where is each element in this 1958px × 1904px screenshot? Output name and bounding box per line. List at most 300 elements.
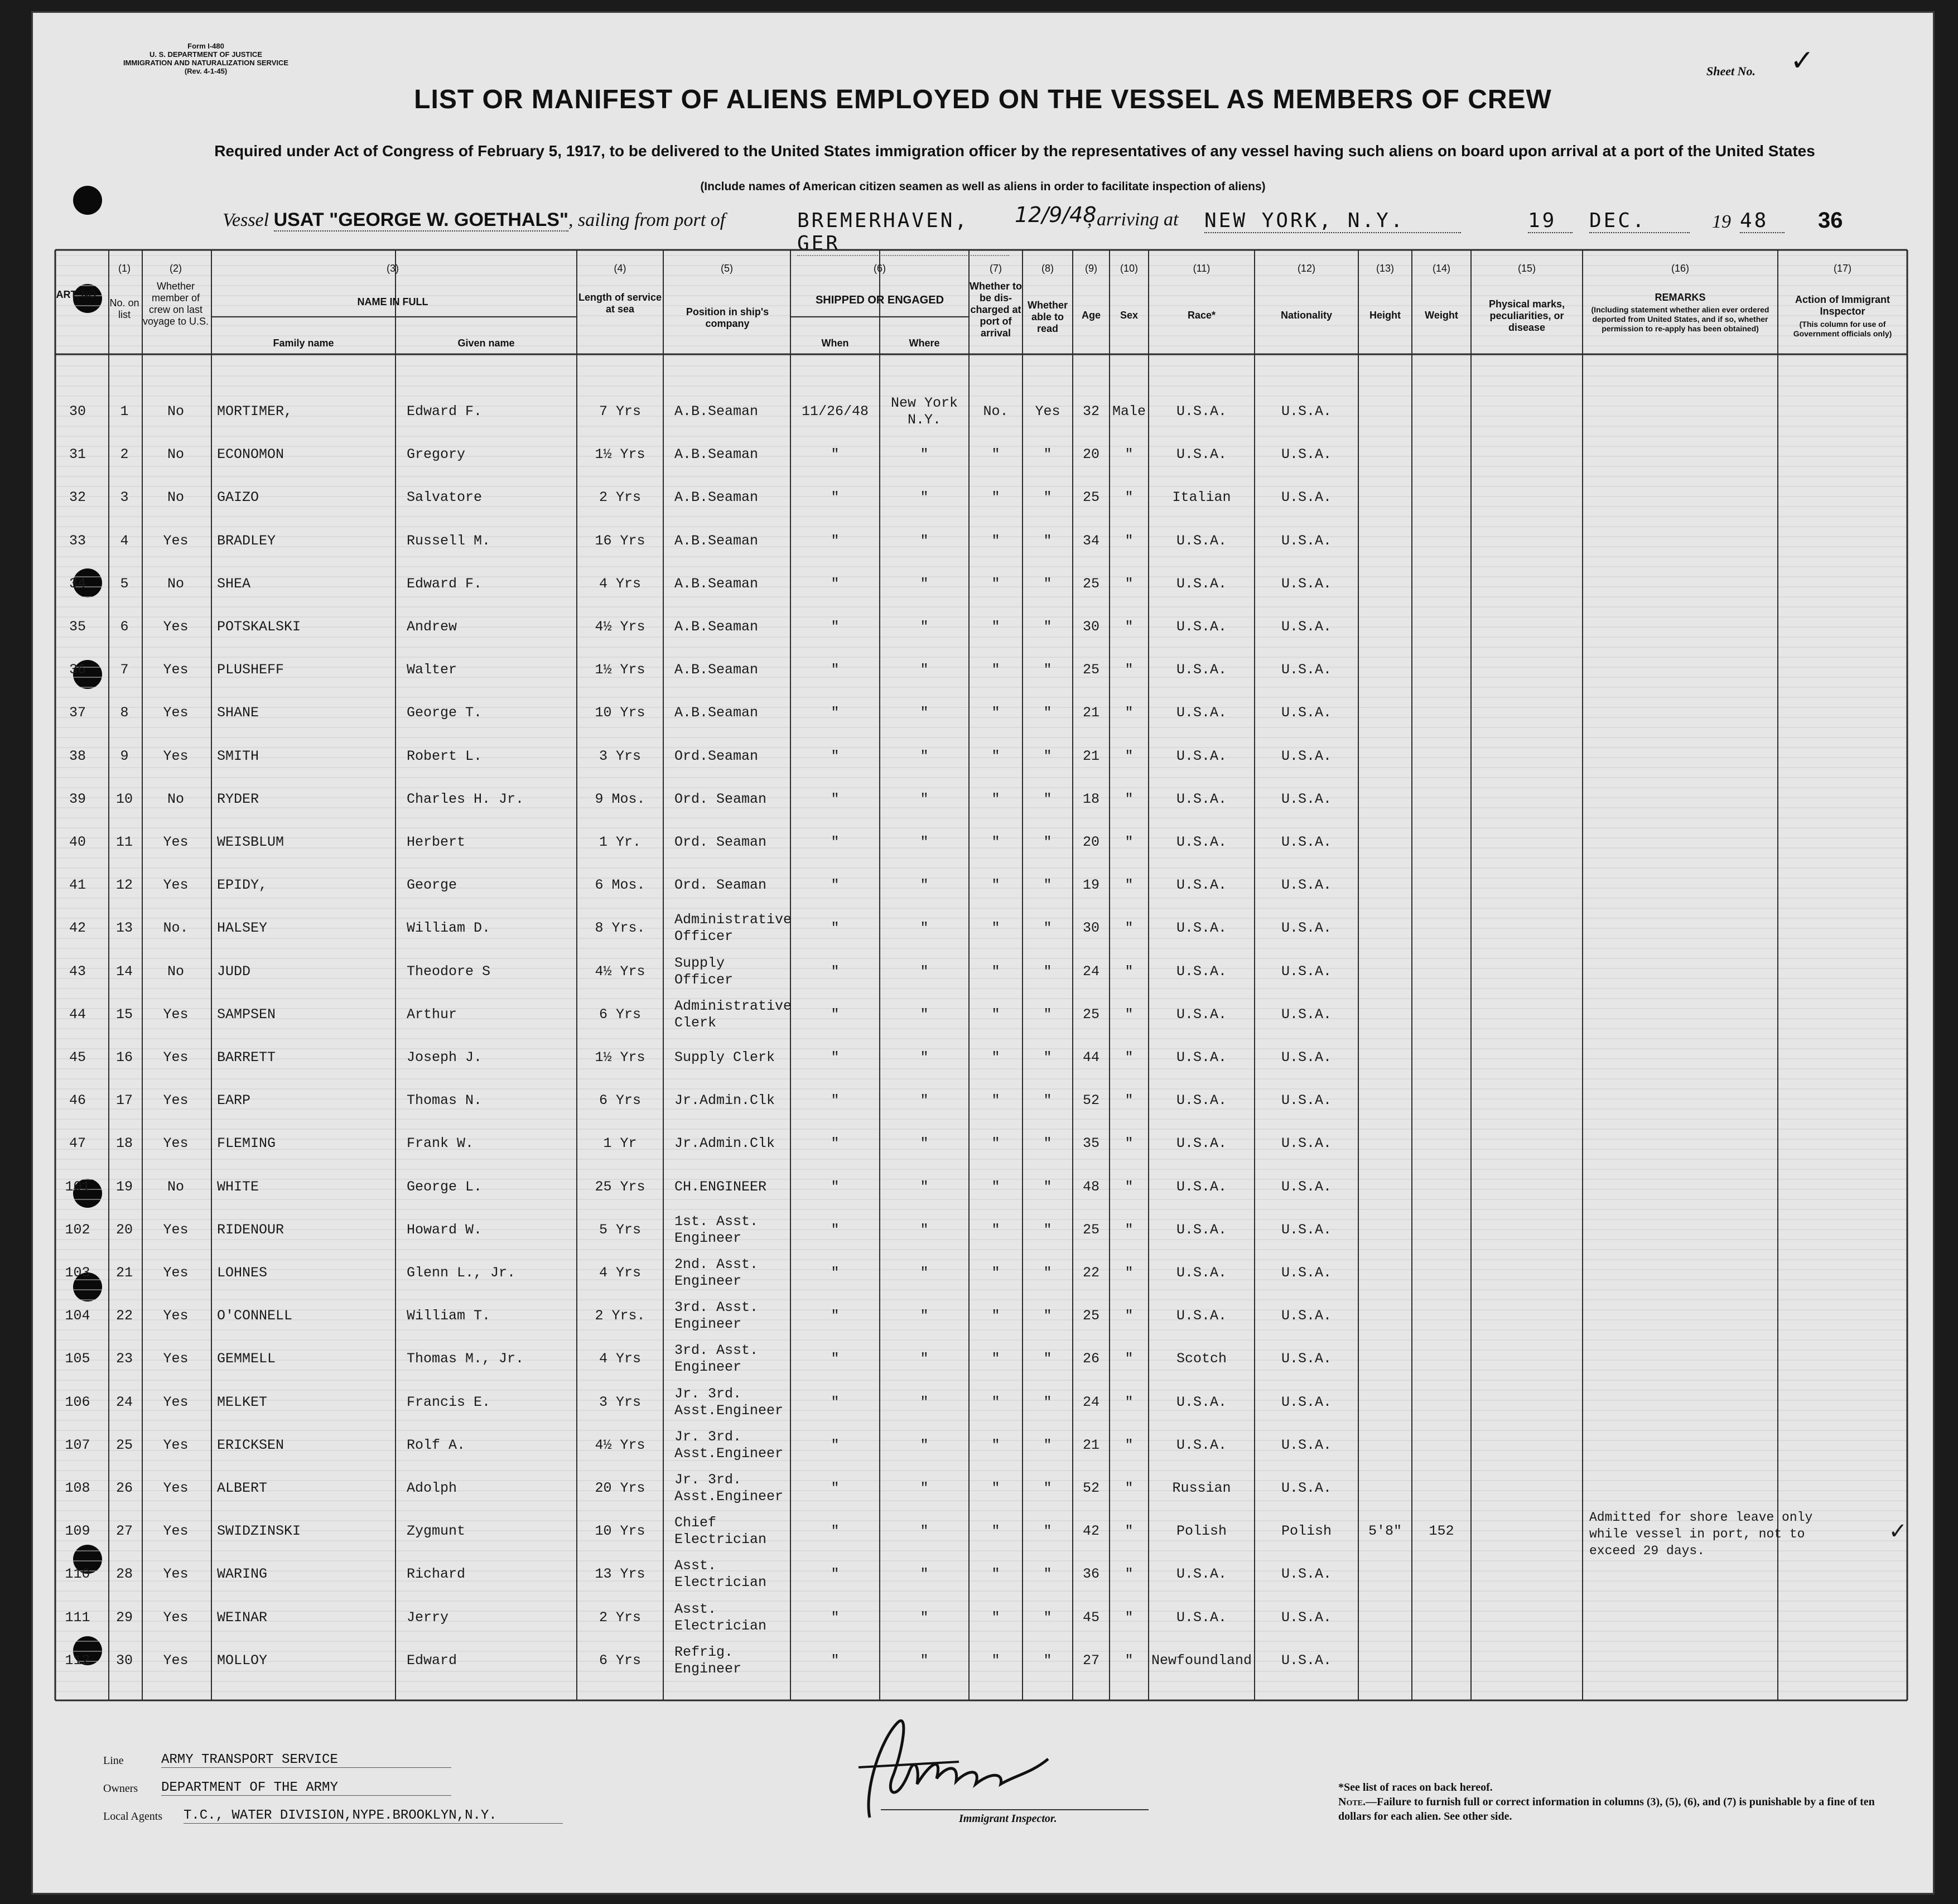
cell-race: U.S.A. (1176, 1609, 1227, 1626)
cell-length-of-service: 25 Yrs (595, 1178, 645, 1195)
note-text: —Failure to furnish full or correct information in columns (3), (5), (6), and (7) is punishable by a fine of ten dollars for each alien. See other side. (1338, 1796, 1875, 1823)
cell-family-name: MELKET (217, 1394, 268, 1410)
cell-art-number: 103 (65, 1265, 90, 1281)
cell-able-to-read: Yes (1035, 403, 1060, 420)
cell-age: 45 (1082, 1609, 1099, 1626)
cell-given-name: Herbert (407, 834, 466, 850)
header-col16: REMARKS (1655, 292, 1706, 303)
cell-family-name: MORTIMER, (217, 403, 293, 420)
cell-able-to-read: " (1043, 1523, 1052, 1540)
cell-length-of-service: 2 Yrs (599, 489, 641, 506)
cell-length-of-service: 6 Mos. (595, 877, 645, 894)
cell-sex: " (1125, 705, 1134, 721)
cell-given-name: Glenn L., Jr. (407, 1265, 516, 1281)
cell-shipped-when: " (831, 748, 840, 764)
cell-list-number: 22 (115, 1308, 133, 1324)
header-col12: Nationality (1280, 310, 1332, 321)
cell-length-of-service: 13 Yrs (595, 1566, 645, 1583)
cell-given-name: William T. (407, 1308, 491, 1324)
cell-art-number: 38 (69, 748, 86, 764)
cell-previous-voyage: Yes (163, 1265, 189, 1281)
cell-given-name: Theodore S (407, 963, 491, 980)
cell-length-of-service: 10 Yrs (595, 705, 645, 721)
cell-family-name: ECONOMON (217, 446, 284, 463)
header-col13-num: (13) (1376, 263, 1394, 274)
cell-shipped-when: " (831, 1221, 840, 1238)
cell-shipped-where: " (920, 1178, 929, 1195)
cell-family-name: O'CONNELL (217, 1308, 293, 1324)
cell-shipped-when: " (831, 1523, 840, 1540)
cell-position: Administrative Clerk (674, 997, 792, 1031)
cell-discharged: " (991, 748, 1000, 764)
cell-position: A.B.Seaman (674, 619, 759, 635)
header-col16-num: (16) (1671, 263, 1689, 274)
cell-art-number: 43 (69, 963, 86, 980)
cell-list-number: 20 (115, 1221, 133, 1238)
cell-able-to-read: " (1043, 1221, 1052, 1238)
cell-position: Supply Officer (674, 955, 734, 988)
inspector-label: Immigrant Inspector. (959, 1813, 1057, 1825)
header-col10-num: (10) (1120, 263, 1138, 274)
cell-art-number: 107 (65, 1437, 90, 1453)
cell-list-number: 24 (115, 1394, 133, 1410)
cell-nationality: U.S.A. (1281, 1394, 1332, 1410)
cell-nationality: U.S.A. (1281, 1609, 1332, 1626)
cell-shipped-when: " (831, 1092, 840, 1109)
header-col15: Physical marks, peculiarities, or disease (1488, 298, 1565, 333)
cell-shipped-when: " (831, 489, 840, 506)
cell-shipped-when: " (831, 1351, 840, 1367)
cell-length-of-service: 8 Yrs. (595, 920, 645, 937)
cell-age: 52 (1082, 1480, 1099, 1496)
cell-able-to-read: " (1043, 1480, 1052, 1496)
cell-given-name: Adolph (407, 1480, 457, 1496)
cell-position: 1st. Asst. Engineer (674, 1213, 759, 1246)
cell-shipped-when: " (831, 1437, 840, 1453)
cell-previous-voyage: Yes (163, 1480, 189, 1496)
cell-shipped-where: " (920, 1609, 929, 1626)
cell-shipped-when: " (831, 1178, 840, 1195)
cell-given-name: William D. (407, 920, 491, 937)
cell-given-name: Salvatore (407, 489, 483, 506)
cell-list-number: 14 (115, 963, 133, 980)
cell-nationality: U.S.A. (1281, 662, 1332, 678)
cell-art-number: 39 (69, 790, 86, 807)
cell-position: Ord. Seaman (674, 834, 767, 850)
cell-position: Jr. 3rd. Asst.Engineer (674, 1428, 784, 1462)
cell-shipped-where: " (920, 575, 929, 592)
cell-art-number: 31 (69, 446, 86, 463)
header-col15-num: (15) (1517, 263, 1536, 274)
cell-able-to-read: " (1043, 532, 1052, 549)
cell-discharged: " (991, 705, 1000, 721)
page-number: 36 (1818, 208, 1843, 233)
cell-able-to-read: " (1043, 963, 1052, 980)
cell-able-to-read: " (1043, 1092, 1052, 1109)
cell-shipped-where: " (920, 1265, 929, 1281)
cell-age: 34 (1082, 532, 1099, 549)
cell-able-to-read: " (1043, 1049, 1052, 1066)
cell-sex: " (1125, 1523, 1134, 1540)
cell-race: U.S.A. (1176, 790, 1227, 807)
header-col7-num: (7) (990, 263, 1002, 274)
cell-sex: " (1125, 877, 1134, 894)
sailing-label: , sailing from port of (568, 210, 726, 230)
cell-able-to-read: " (1043, 1351, 1052, 1367)
cell-art-number: 108 (65, 1480, 90, 1496)
cell-given-name: George T. (407, 705, 483, 721)
cell-age: 36 (1082, 1566, 1099, 1583)
cell-discharged: " (991, 1265, 1000, 1281)
cell-sex: " (1125, 1049, 1134, 1066)
cell-nationality: U.S.A. (1281, 575, 1332, 592)
cell-length-of-service: 1½ Yrs (595, 1049, 645, 1066)
cell-shipped-where: " (920, 662, 929, 678)
cell-length-of-service: 6 Yrs (599, 1092, 641, 1109)
inspector-signature (847, 1706, 1082, 1829)
service: IMMIGRATION AND NATURALIZATION SERVICE (123, 59, 289, 67)
cell-list-number: 7 (120, 662, 129, 678)
line-value: ARMY TRANSPORT SERVICE (161, 1752, 451, 1768)
cell-race: U.S.A. (1176, 1049, 1227, 1066)
cell-discharged: " (991, 834, 1000, 850)
cell-given-name: Arthur (407, 1006, 457, 1023)
cell-shipped-where: " (920, 1394, 929, 1410)
cell-previous-voyage: Yes (163, 1135, 189, 1152)
header-col3-num: (3) (387, 263, 399, 274)
cell-list-number: 1 (120, 403, 129, 420)
cell-given-name: Edward F. (407, 575, 483, 592)
cell-race: U.S.A. (1176, 748, 1227, 764)
cell-previous-voyage: Yes (163, 1609, 189, 1626)
cell-shipped-where: " (920, 1351, 929, 1367)
cell-previous-voyage: Yes (163, 834, 189, 850)
subtitle-note: (Include names of American citizen seamen as well as aliens in order to facilitate inspection of aliens) (700, 180, 1266, 193)
cell-able-to-read: " (1043, 1265, 1052, 1281)
cell-given-name: Edward (407, 1652, 457, 1669)
cell-shipped-where: New York N.Y. (890, 395, 958, 428)
cell-nationality: U.S.A. (1281, 1566, 1332, 1583)
cell-shipped-when: " (831, 1652, 840, 1669)
cell-length-of-service: 3 Yrs (599, 1394, 641, 1410)
cell-discharged: " (991, 1351, 1000, 1367)
cell-family-name: JUDD (217, 963, 251, 980)
cell-inspector-action: ✓ (1888, 1519, 1907, 1545)
cell-discharged: " (991, 1092, 1000, 1109)
cell-shipped-where: " (920, 1049, 929, 1066)
cell-art-number: 40 (69, 834, 86, 850)
cell-position: A.B.Seaman (674, 662, 759, 678)
cell-nationality: U.S.A. (1281, 963, 1332, 980)
cell-nationality: U.S.A. (1281, 705, 1332, 721)
cell-discharged: " (991, 963, 1000, 980)
cell-position: Jr. 3rd. Asst.Engineer (674, 1385, 784, 1419)
cell-nationality: U.S.A. (1281, 1652, 1332, 1669)
cell-race: Russian (1172, 1480, 1231, 1496)
header-col10: Sex (1120, 310, 1139, 321)
sheet-check-mark: ✓ (1790, 44, 1815, 78)
cell-discharged: " (991, 790, 1000, 807)
cell-able-to-read: " (1043, 920, 1052, 937)
cell-previous-voyage: Yes (163, 619, 189, 635)
cell-position: CH.ENGINEER (674, 1178, 767, 1195)
header-given-name: Given name (457, 338, 515, 349)
cell-given-name: George (407, 877, 457, 894)
cell-able-to-read: " (1043, 705, 1052, 721)
header-col8-num: (8) (1041, 263, 1054, 274)
cell-shipped-where: " (920, 877, 929, 894)
cell-nationality: U.S.A. (1281, 1049, 1332, 1066)
cell-list-number: 26 (115, 1480, 133, 1496)
header-where: Where (909, 338, 940, 349)
cell-shipped-where: " (920, 1566, 929, 1583)
cell-position: Ord. Seaman (674, 790, 767, 807)
cell-age: 21 (1082, 705, 1099, 721)
owners-value: DEPARTMENT OF THE ARMY (161, 1780, 451, 1796)
cell-previous-voyage: No. (163, 920, 189, 937)
cell-shipped-when: " (831, 705, 840, 721)
cell-list-number: 3 (120, 489, 129, 506)
header-col17: Action of Immigrant Inspector (1795, 294, 1890, 317)
cell-race: U.S.A. (1176, 920, 1227, 937)
cell-sex: " (1125, 1265, 1134, 1281)
cell-family-name: EPIDY, (217, 877, 268, 894)
header-col14-num: (14) (1432, 263, 1450, 274)
cell-art-number: 106 (65, 1394, 90, 1410)
cell-shipped-when: " (831, 1609, 840, 1626)
cell-discharged: " (991, 1609, 1000, 1626)
cell-nationality: U.S.A. (1281, 1480, 1332, 1496)
cell-previous-voyage: Yes (163, 1394, 189, 1410)
cell-family-name: ALBERT (217, 1480, 268, 1496)
cell-nationality: U.S.A. (1281, 403, 1332, 420)
cell-age: 25 (1082, 575, 1099, 592)
cell-art-number: 35 (69, 619, 86, 635)
cell-shipped-when: " (831, 1049, 840, 1066)
cell-family-name: GEMMELL (217, 1351, 276, 1367)
cell-age: 24 (1082, 963, 1099, 980)
cell-position: 3rd. Asst. Engineer (674, 1299, 759, 1333)
cell-discharged: " (991, 920, 1000, 937)
cell-shipped-when: 11/26/48 (801, 403, 869, 420)
local-agents-value: T.C., WATER DIVISION,NYPE.BROOKLYN,N.Y. (184, 1808, 563, 1824)
cell-given-name: Joseph J. (407, 1049, 483, 1066)
cell-race: U.S.A. (1176, 532, 1227, 549)
cell-list-number: 23 (115, 1351, 133, 1367)
cell-position: Supply Clerk (674, 1049, 775, 1066)
cell-previous-voyage: Yes (163, 877, 189, 894)
cell-able-to-read: " (1043, 489, 1052, 506)
cell-family-name: RYDER (217, 790, 259, 807)
cell-shipped-when: " (831, 1566, 840, 1583)
cell-art-number: 109 (65, 1523, 90, 1540)
cell-position: Ord.Seaman (674, 748, 759, 764)
cell-art-number: 34 (69, 575, 86, 592)
cell-discharged: " (991, 1437, 1000, 1453)
cell-list-number: 5 (120, 575, 129, 592)
cell-discharged: " (991, 1308, 1000, 1324)
cell-shipped-when: " (831, 1308, 840, 1324)
cell-sex: " (1125, 1394, 1134, 1410)
cell-nationality: U.S.A. (1281, 1092, 1332, 1109)
header-col7: Whether to be dis-charged at port of arrival (970, 281, 1022, 339)
cell-shipped-where: " (920, 1523, 929, 1540)
cell-length-of-service: 20 Yrs (595, 1480, 645, 1496)
cell-list-number: 17 (115, 1092, 133, 1109)
cell-shipped-where: " (920, 1308, 929, 1324)
cell-position: Asst. Electrician (674, 1558, 767, 1591)
sheet-number-label: Sheet No. (1706, 64, 1756, 78)
cell-sex: " (1125, 1566, 1134, 1583)
cell-shipped-when: " (831, 920, 840, 937)
cell-art-number: 105 (65, 1351, 90, 1367)
cell-race: U.S.A. (1176, 1006, 1227, 1023)
cell-previous-voyage: Yes (163, 532, 189, 549)
cell-art-number: 112 (65, 1652, 90, 1669)
cell-age: 25 (1082, 1308, 1099, 1324)
races-note: *See list of races on back hereof. (1338, 1781, 1493, 1794)
cell-nationality: U.S.A. (1281, 1006, 1332, 1023)
cell-art-number: 45 (69, 1049, 86, 1066)
cell-remarks: Admitted for shore leave only while vessel in port, not to exceed 29 days. (1589, 1510, 1813, 1559)
cell-previous-voyage: Yes (163, 1652, 189, 1669)
cell-able-to-read: " (1043, 1609, 1052, 1626)
cell-list-number: 10 (115, 790, 133, 807)
cell-given-name: Gregory (407, 446, 466, 463)
cell-race: U.S.A. (1176, 834, 1227, 850)
cell-art-number: 36 (69, 662, 86, 678)
owners-label: Owners (103, 1782, 138, 1795)
cell-race: U.S.A. (1176, 1178, 1227, 1195)
cell-sex: " (1125, 1308, 1134, 1324)
cell-position: Administrative Officer (674, 912, 792, 945)
cell-family-name: SHANE (217, 705, 259, 721)
header-col2-num: (2) (170, 263, 182, 274)
cell-shipped-where: " (920, 748, 929, 764)
cell-list-number: 29 (115, 1609, 133, 1626)
cell-previous-voyage: No (167, 790, 184, 807)
cell-discharged: " (991, 1135, 1000, 1152)
cell-nationality: U.S.A. (1281, 1135, 1332, 1152)
cell-length-of-service: 16 Yrs (595, 532, 645, 549)
cell-length-of-service: 9 Mos. (595, 790, 645, 807)
cell-art-number: 44 (69, 1006, 86, 1023)
cell-previous-voyage: Yes (163, 1221, 189, 1238)
cell-list-number: 9 (120, 748, 129, 764)
cell-age: 19 (1082, 877, 1099, 894)
cell-shipped-when: " (831, 532, 840, 549)
arrival-day: 19 (1528, 209, 1573, 233)
arrival-year: 48 (1740, 209, 1785, 233)
header-col4: Length of service at sea (578, 292, 662, 315)
cell-shipped-when: " (831, 619, 840, 635)
cell-position: Refrig. Engineer (674, 1643, 742, 1677)
cell-age: 25 (1082, 489, 1099, 506)
cell-length-of-service: 6 Yrs (599, 1006, 641, 1023)
cell-position: A.B.Seaman (674, 403, 759, 420)
cell-sex: " (1125, 575, 1134, 592)
cell-list-number: 4 (120, 532, 129, 549)
cell-sex: " (1125, 1609, 1134, 1626)
cell-list-number: 8 (120, 705, 129, 721)
cell-age: 42 (1082, 1523, 1099, 1540)
cell-given-name: Francis E. (407, 1394, 491, 1410)
cell-position: Jr.Admin.Clk (674, 1092, 775, 1109)
cell-position: A.B.Seaman (674, 575, 759, 592)
cell-family-name: WARING (217, 1566, 268, 1583)
cell-sex: " (1125, 1135, 1134, 1152)
cell-sex: " (1125, 446, 1134, 463)
cell-age: 20 (1082, 834, 1099, 850)
cell-discharged: " (991, 619, 1000, 635)
cell-given-name: Jerry (407, 1609, 449, 1626)
form-id: Form I-480 (187, 42, 224, 50)
cell-given-name: Edward F. (407, 403, 483, 420)
cell-length-of-service: 1 Yr. (599, 834, 641, 850)
cell-nationality: U.S.A. (1281, 1178, 1332, 1195)
header-col9-num: (9) (1085, 263, 1097, 274)
inspector-signature-line (881, 1809, 1149, 1810)
cell-shipped-where: " (920, 705, 929, 721)
cell-nationality: U.S.A. (1281, 1265, 1332, 1281)
cell-length-of-service: 1½ Yrs (595, 446, 645, 463)
cell-able-to-read: " (1043, 1308, 1052, 1324)
cell-given-name: Walter (407, 662, 457, 678)
cell-age: 25 (1082, 1006, 1099, 1023)
cell-position: A.B.Seaman (674, 532, 759, 549)
cell-sex: " (1125, 920, 1134, 937)
cell-discharged: " (991, 1006, 1000, 1023)
cell-family-name: WHITE (217, 1178, 259, 1195)
cell-art-number: 46 (69, 1092, 86, 1109)
cell-sex: " (1125, 963, 1134, 980)
cell-able-to-read: " (1043, 446, 1052, 463)
cell-family-name: POTSKALSKI (217, 619, 301, 635)
cell-sex: " (1125, 748, 1134, 764)
cell-race: U.S.A. (1176, 1394, 1227, 1410)
cell-length-of-service: 6 Yrs (599, 1652, 641, 1669)
cell-discharged: " (991, 1221, 1000, 1238)
cell-list-number: 19 (115, 1178, 133, 1195)
cell-nationality: U.S.A. (1281, 446, 1332, 463)
cell-length-of-service: 4½ Yrs (595, 963, 645, 980)
cell-given-name: Thomas M., Jr. (407, 1351, 524, 1367)
cell-age: 22 (1082, 1265, 1099, 1281)
cell-given-name: Andrew (407, 619, 457, 635)
cell-shipped-where: " (920, 1652, 929, 1669)
cell-art-number: 30 (69, 403, 86, 420)
cell-previous-voyage: No (167, 963, 184, 980)
cell-discharged: No. (983, 403, 1009, 420)
arrival-month: DEC. (1589, 209, 1690, 233)
cell-sex: " (1125, 662, 1134, 678)
cell-age: 18 (1082, 790, 1099, 807)
cell-age: 35 (1082, 1135, 1099, 1152)
cell-previous-voyage: Yes (163, 1437, 189, 1453)
cell-previous-voyage: Yes (163, 1006, 189, 1023)
cell-position: Jr. 3rd. Asst.Engineer (674, 1472, 784, 1505)
cell-height: 5'8" (1368, 1523, 1402, 1540)
cell-weight: 152 (1429, 1523, 1454, 1540)
cell-sex: " (1125, 1178, 1134, 1195)
cell-family-name: RIDENOUR (217, 1221, 284, 1238)
manifest-sheet (31, 11, 1935, 1895)
vessel-name: USAT "GEORGE W. GOETHALS" (273, 209, 569, 230)
cell-able-to-read: " (1043, 790, 1052, 807)
cell-race: U.S.A. (1176, 963, 1227, 980)
cell-length-of-service: 4 Yrs (599, 1265, 641, 1281)
cell-list-number: 13 (115, 920, 133, 937)
